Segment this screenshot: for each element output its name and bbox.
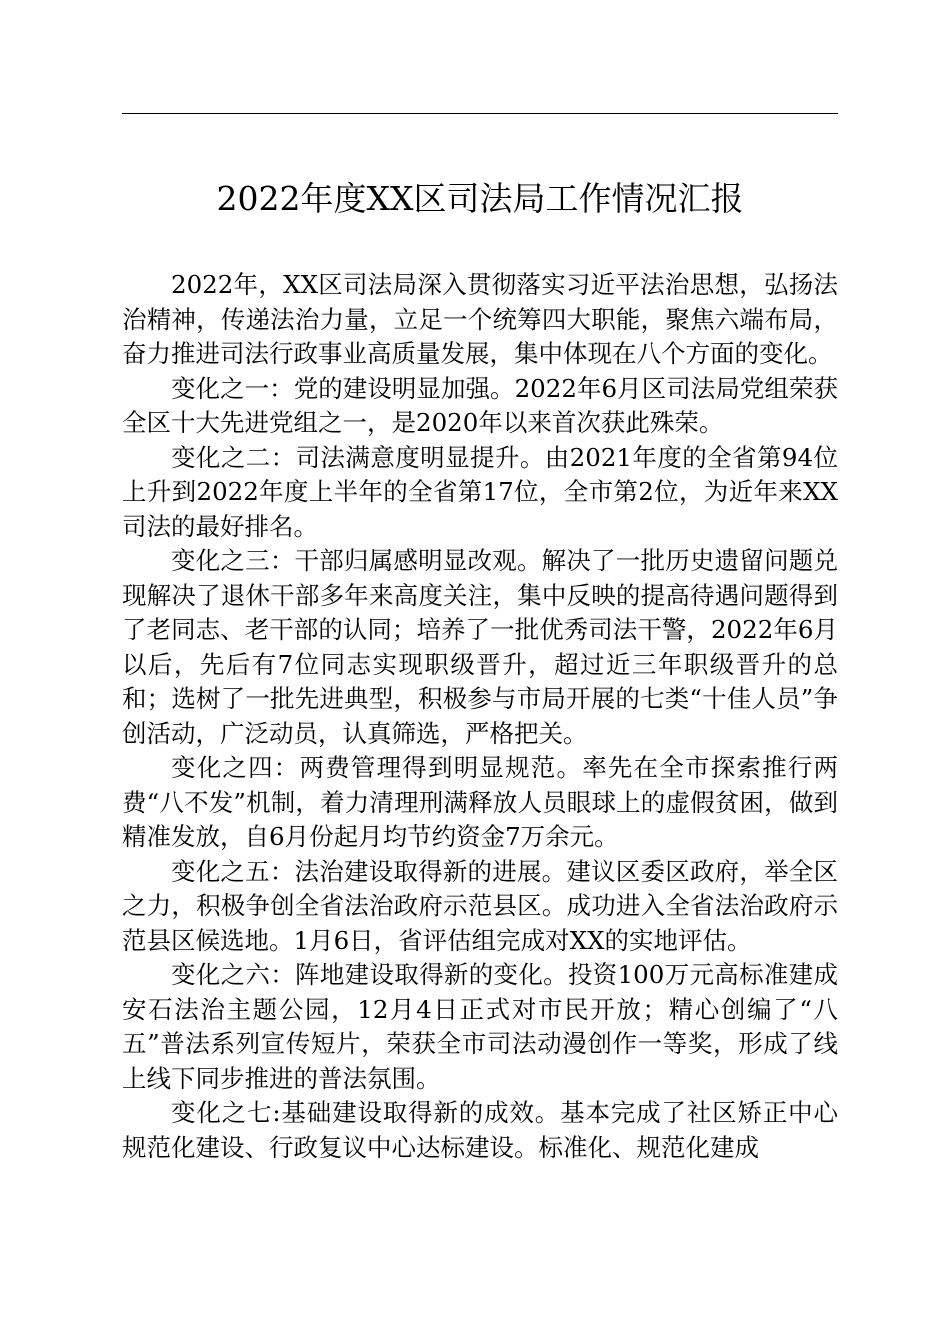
paragraph-change-2: 变化之二：司法满意度明显提升。由2021年度的全省第94位上升到2022年度上半年的全省第17位，全市第2位，为近年来XX司法的最好排名。 — [122, 442, 838, 541]
document-body — [122, 268, 838, 1165]
paragraph-change-3: 变化之三：干部归属感明显改观。解决了一批历史遗留问题兑现解决了退休干部多年来高度关注，集中反映的提高待遇问题得到了老同志、老干部的认同；培养了一批优秀司法干警，2022年6月以后，先后有7位同志实现职级晋升，超过近三年职级晋升的总和；选树了一批先进典型，积极参与市局开展的七类“十佳人员”争创活动，广泛动员，认真筛选，严格把关。 — [122, 546, 838, 748]
paragraph-change-4: 变化之四：两费管理得到明显规范。率先在全市探索推行两费“八不发”机制，着力清理刑满释放人员眼球上的虚假贫困，做到精准发放，自6月份起月均节约资金7万余元。 — [122, 753, 838, 851]
paragraph-intro: 2022年，XX区司法局深入贯彻落实习近平法治思想，弘扬法治精神，传递法治力量，立足一个统筹四大职能，聚焦六端布局，奋力推进司法行政事业高质量发展，集中体现在八个方面的变化。 — [122, 270, 838, 368]
paragraph-change-6: 变化之六：阵地建设取得新的变化。投资100万元高标准建成安石法治主题公园，12月4日正式对市民开放；精心创编了“八五”普法系列宣传短片，荣获全市司法动漫创作一等奖，形成了线上线下同步推进的普法氛围。 — [122, 960, 838, 1093]
paragraph-change-7: 变化之七:基础建设取得新的成效。基本完成了社区矫正中心规范化建设、行政复议中心达标建设。标准化、规范化建成 — [122, 1098, 838, 1162]
header-rule — [122, 113, 838, 114]
paragraph-change-5: 变化之五：法治建设取得新的进展。建议区委区政府，举全区之力，积极争创全省法治政府示范县区。成功进入全省法治政府示范县区候选地。1月6日，省评估组完成对XX的实地评估。 — [122, 856, 838, 955]
document-title: 2022年度XX区司法局工作情况汇报 — [216, 179, 744, 218]
paragraph-change-1: 变化之一：党的建设明显加强。2022年6月区司法局党组荣获全区十大先进党组之一，是2020年以来首次获此殊荣。 — [122, 373, 838, 437]
